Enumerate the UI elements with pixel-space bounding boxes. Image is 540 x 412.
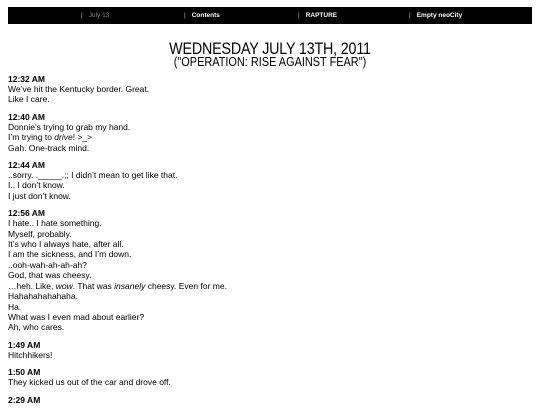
- line-text: Gah. One-track mind.: [8, 142, 90, 153]
- line-text: cheesy. Even for me.: [145, 280, 227, 291]
- line-text: Like I care.: [8, 94, 50, 105]
- entry-line: [8, 229, 532, 239]
- line-text: I am the sickness, and I’m down.: [8, 249, 132, 260]
- line-text: I hate.. I hate something.: [8, 218, 102, 229]
- entry-time: 12:44 AM: [8, 160, 46, 171]
- line-text: …heh. Like,: [8, 280, 56, 291]
- emphasis-text: wow: [55, 280, 73, 291]
- line-text: Donnie’s trying to grab my hand.: [8, 121, 131, 132]
- nav-bar: [8, 7, 532, 24]
- entry-line: [8, 218, 532, 228]
- entry-line: [8, 270, 532, 280]
- nav-link-rapture[interactable]: [298, 7, 337, 24]
- line-text: We’ve hit the Kentucky border. Great.: [8, 84, 150, 94]
- nav-link-label: Empty neoCity: [416, 12, 463, 19]
- emphasis-text: insanely: [114, 280, 146, 291]
- entry-line: [8, 239, 532, 249]
- nav-link-contents[interactable]: [184, 7, 220, 24]
- journal-log: [8, 74, 532, 412]
- nav-separator: |: [184, 12, 186, 19]
- entry-time: 2:29 AM: [8, 394, 41, 405]
- emphasis-text: drive: [54, 132, 73, 143]
- entry-line: [8, 170, 532, 180]
- entry-line: [8, 312, 532, 322]
- nav-separator: |: [409, 12, 411, 19]
- entry-line: [8, 191, 532, 201]
- entry-line: [8, 122, 532, 132]
- nav-link-label: July 13: [88, 12, 110, 19]
- entry-line: [8, 132, 532, 142]
- entry-line: [8, 322, 532, 332]
- entry-line: [8, 180, 532, 190]
- page-subtitle: ("OPERATION: RISE AGAINST FEAR"): [173, 54, 367, 69]
- entry-time: 12:56 AM: [8, 208, 46, 219]
- nav-link-label: RAPTURE: [305, 12, 338, 19]
- nav-separator: |: [298, 12, 300, 19]
- entry-line: [8, 350, 532, 360]
- line-text: I.. I don’t know.: [8, 180, 65, 191]
- journal-entry: [8, 367, 532, 387]
- nav-link-july-13[interactable]: [81, 7, 109, 24]
- entry-time: 12:32 AM: [8, 74, 46, 84]
- entry-time: 1:49 AM: [8, 339, 41, 350]
- line-text: God, that was cheesy.: [8, 270, 92, 281]
- entry-line: [8, 291, 532, 301]
- journal-entry: [8, 208, 532, 332]
- entry-line: [8, 377, 532, 387]
- line-text: Ha.: [8, 301, 22, 312]
- entry-line: [8, 143, 532, 153]
- line-text: It’s who I always hate, after all.: [8, 239, 124, 250]
- line-text: ..ooh-wah-ah-ah-ah?: [8, 259, 87, 270]
- line-text: They kicked us out of the car and drove off.: [8, 377, 171, 388]
- entry-line: [8, 281, 532, 291]
- journal-entry: [8, 74, 532, 105]
- entry-line: [8, 260, 532, 270]
- line-text: I just don’t know.: [8, 190, 71, 201]
- line-text: Ah, who cares.: [8, 322, 65, 333]
- line-text: Hahahahahahaha.: [8, 291, 78, 302]
- nav-link-empty-neocity[interactable]: [409, 7, 462, 24]
- entry-line: [8, 94, 532, 104]
- journal-entry: [8, 112, 532, 153]
- entry-line: [8, 302, 532, 312]
- line-text: Myself, probably.: [8, 228, 72, 239]
- line-text: What was I even mad about earlier?: [8, 311, 145, 322]
- journal-entry: [8, 395, 532, 405]
- line-text: Hitchhikers!: [8, 349, 53, 360]
- journal-entry: [8, 160, 532, 201]
- journal-entry: [8, 340, 532, 360]
- entry-time: 1:50 AM: [8, 367, 41, 378]
- entry-line: [8, 84, 532, 94]
- nav-separator: |: [81, 12, 83, 19]
- nav-link-label: Contents: [191, 12, 220, 19]
- entry-line: [8, 249, 532, 259]
- line-text: . That was: [72, 280, 115, 291]
- line-text: I’m trying to: [8, 132, 55, 143]
- entry-time: 12:40 AM: [8, 111, 46, 122]
- page-title: WEDNESDAY JULY 13TH, 2011: [169, 39, 371, 58]
- line-text: ! >_>: [72, 132, 93, 143]
- line-text: ..sorry. ._____.;; I didn’t mean to get like that.: [8, 170, 178, 181]
